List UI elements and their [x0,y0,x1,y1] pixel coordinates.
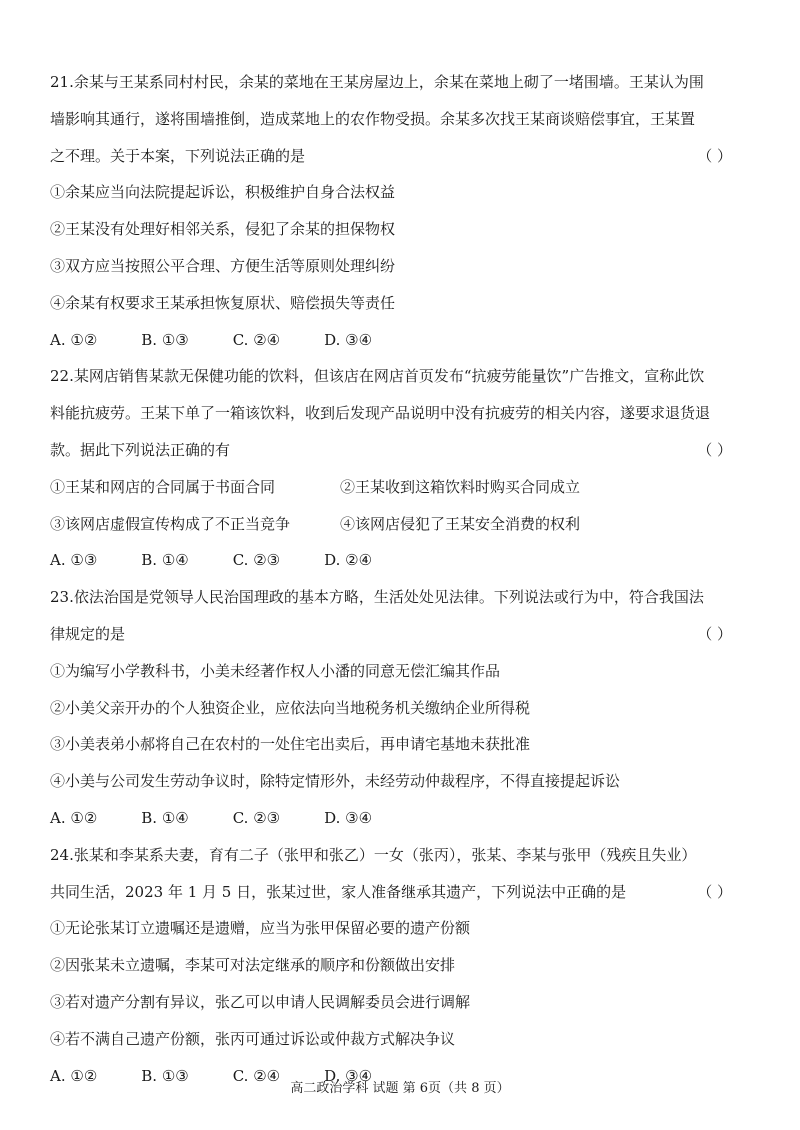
page-footer: 高二政治学科 试题 第 6页（共 8 页） [290,1081,510,1096]
answer-choice-b: B. ①④ [141,808,189,827]
option-line: ①无论张某订立遗嘱还是遗赠，应当为张甲保留必要的遗产份额 [50,919,471,938]
option-line: ①余某应当向法院提起诉讼，积极维护自身合法权益 [50,183,396,202]
answer-choices [50,548,750,572]
option-line: ①为编写小学教科书，小美未经著作权人小潘的同意无偿汇编其作品 [50,661,501,680]
answer-choice-a: A. ①② [50,1066,98,1085]
answer-bracket: （ ） [697,882,732,901]
question-stem-line: 料能抗疲劳。王某下单了一箱该饮料，收到后发现产品说明中没有抗疲劳的相关内容，遂要求退货退 [50,404,711,423]
question-stem-line: 24.张某和李某系夫妻，育有二子（张甲和张乙）一女（张丙），张某、李某与张甲（残疾且失业） [50,845,697,864]
question-stem-line: 共同生活，2023 年 1 月 5 日，张某过世，家人准备继承其遗产，下列说法中正确的是 （ ） [50,880,750,904]
answer-choice-d: D. ③④ [324,808,373,827]
option-row [50,512,750,536]
answer-bracket: （ ） [697,440,732,459]
answer-choices [50,328,750,352]
question-stem-line: 之不理。关于本案，下列说法正确的是 （ ） [50,144,750,168]
answer-choice-c: C. ②③ [232,551,281,570]
option-line: ②王某没有处理好相邻关系，侵犯了余某的担保物权 [50,220,396,239]
option: ①王某和网店的合同属于书面合同 [50,477,276,496]
question-23 [50,585,750,830]
option-line: ④若不满自己遗产份额，张丙可通过诉讼或仲裁方式解决争议 [50,1029,456,1048]
question-stem-line: 23.依法治国是党领导人民治国理政的基本方略，生活处处见法律。下列说法或行为中，符合我国法 [50,588,704,607]
option-line: ④小美与公司发生劳动争议时，除特定情形外，未经劳动仲裁程序，不得直接提起诉讼 [50,772,621,791]
question-stem-line: 22.某网店销售某款无保健功能的饮料，但该店在网店首页发布“抗疲劳能量饮”广告推文，宣称此饮 [50,367,705,386]
question-21 [50,70,750,352]
answer-choice-d: D. ②④ [324,551,373,570]
option-line: ②小美父亲开办的个人独资企业，应依法向当地税务机关缴纳企业所得税 [50,698,531,717]
option-line: ③若对遗产分割有异议，张乙可以申请人民调解委员会进行调解 [50,992,471,1011]
answer-bracket: （ ） [697,624,732,643]
option-line: ③双方应当按照公平合理、方便生活等原则处理纠纷 [50,256,396,275]
answer-choice-c: C. ②④ [232,330,281,349]
option-line: ④余某有权要求王某承担恢复原状、赔偿损失等责任 [50,293,396,312]
answer-choice-a: A. ①② [50,330,98,349]
question-stem-line: 款。据此下列说法正确的有 （ ） [50,438,750,462]
answer-choice-a: A. ①③ [50,551,98,570]
option-line: ③小美表弟小郝将自己在农村的一处住宅出卖后，再申请宅基地未获批准 [50,735,531,754]
answer-choice-a: A. ①② [50,808,98,827]
option: ③该网店虚假宣传构成了不正当竞争 [50,514,291,533]
answer-choice-d: D. ③④ [324,330,373,349]
questions-container [50,70,750,1100]
question-stem-line: 21.余某与王某系同村村民，余某的菜地在王某房屋边上，余某在菜地上砌了一堵围墙。王某认为围 [50,73,704,91]
option: ④该网店侵犯了王某安全消费的权利 [340,514,581,533]
question-stem-line: 墙影响其通行，遂将围墙推倒，造成菜地上的农作物受损。余某多次找王某商谈赔偿事宜，王某置 [50,109,696,128]
answer-choice-b: B. ①③ [141,1066,189,1085]
question-24 [50,843,750,1088]
option-line: ②因张某未立遗嘱，李某可对法定继承的顺序和份额做出安排 [50,956,456,975]
answer-choice-c: C. ②④ [232,1066,281,1085]
answer-choices [50,806,750,830]
option: ②王某收到这箱饮料时购买合同成立 [340,477,581,496]
option-row [50,475,750,499]
answer-choice-c: C. ②③ [232,808,281,827]
answer-choice-d: D. ③④ [324,1066,373,1085]
question-22 [50,364,750,572]
answer-choice-b: B. ①④ [141,551,189,570]
answer-choice-b: B. ①③ [141,330,189,349]
answer-bracket: （ ） [697,146,732,165]
question-stem-line: 律规定的是 （ ） [50,622,750,646]
